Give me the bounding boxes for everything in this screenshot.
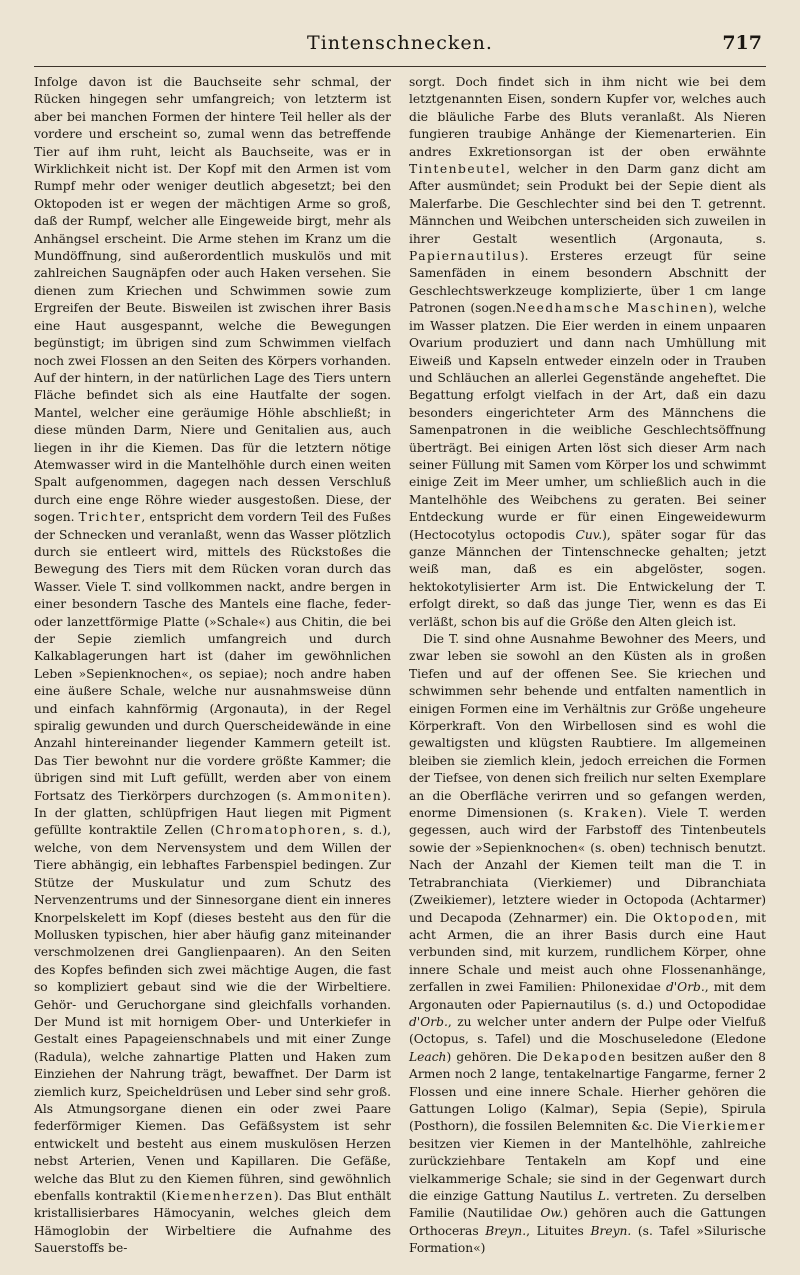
paragraph-physiology: sorgt. Doch findet sich in ihm nicht wie bei dem letztgenannten Eisen, sondern Kupfer vor, welches auch die bläuliche Farbe des Bluts veranlaßt. Als Nieren fungieren traubige Anhänge der Kiemenarterien. Ein andres Exkretionsorgan ist der oben erwähnte Tintenbeutel, welcher in den Darm ganz dicht am After ausmündet; sein Produkt bei der Sepie dient als Malerfarbe. Die Geschlechter sind bei den T. getrennt. Männchen und Weibchen unterscheiden sich zuweilen in ihrer Gestalt wesentlich (Argonauta, s. Papiernautilus). Ersteres erzeugt für seine Samenfäden in einem besondern Abschnitt der Geschlechtswerkzeuge komplizierte, über 1 cm lange Patronen (sogen.Needhamsche Maschinen), welche im Wasser platzen. Die Eier werden in einem unpaaren Ovarium produziert und dann nach Umhüllung mit Eiweiß und Kapseln entweder einzeln oder in Trauben und Schläuchen an allerlei Gegenstände angeheftet. Die Begattung erfolgt vielfach in der Art, daß ein dazu besonders eingerichteter Arm des Männchens die Samenpatronen in die weibliche Geschlechtsöffnung überträgt. Bei einigen Arten löst sich dieser Arm nach seiner Füllung mit Samen vom Körper los und schwimmt einige Zeit im Meer umher, um schließlich auch in die Mantelhöhle des Weibchens zu geraten. Bei seiner Entdeckung wurde er für einen Eingeweidewurm (Hectocotylus octopodis Cuv.), später sogar für das ganze Männchen der Tintenschnecke gehalten; jetzt weiß man, daß es ein abgelöster, sogen. hektokotylisierter Arm ist. Die Entwickelung der T. erfolgt direkt, so daß das junge Tier, wenn es das Ei verläßt, schon bis auf die Größe den Alten gleich ist.: [409, 75, 766, 629]
paragraph-ecology-taxonomy: Die T. sind ohne Ausnahme Bewohner des Meers, und zwar leben sie sowohl an den Küsten als in großen Tiefen und auf der offenen See. Sie kriechen und schwimmen sehr behende und entfalten namentlich in einigen Formen eine im Verhältnis zur Größe ungeheure Körperkraft. Von den Wirbellosen sind es wohl die gewaltigsten und klügsten Raubtiere. Im allgemeinen bleiben sie ziemlich klein, jedoch erreichen die Formen der Tiefsee, von denen sich freilich nur selten Exemplare an die Oberfläche verirren und so gefangen werden, enorme Dimensionen (s. Kraken). Viele T. werden gegessen, auch wird der Farbstoff des Tintenbeutels sowie der »Sepienknochen« (s. oben) technisch benutzt. Nach der Anzahl der Kiemen teilt man die T. in Tetrabranchiata (Vierkiemer) und Dibranchiata (Zweikiemer), letztere wieder in Octopoda (Achtarmer) und Decapoda (Zehnarmer) ein. Die Oktopoden, mit acht Armen, die an ihrer Basis durch eine Haut verbunden sind, mit kurzem, rundlichem Körper, ohne innere Schale und meist auch ohne Flossenanhänge, zerfallen in zwei Familien: Philonexidae d'Orb., mit dem Argonauten oder Papiernautilus (s. d.) und Octopodidae d'Orb., zu welcher unter andern der Pulpe oder Vielfuß (Octopus, s. Tafel) und die Moschuseledone (Eledone Leach) gehören. Die Dekapoden besitzen außer den 8 Armen noch 2 lange, tentakelnartige Fangarme, ferner 2 Flossen und eine innere Schale. Hierher gehören die Gattungen Loligo (Kalmar), Sepia (Sepie), Spirula (Posthorn), die fossilen Belemniten &c. Die Vierkiemer besitzen vier Kiemen in der Mantelhöhle, zahlreiche zurückziehbare Tentakeln am Kopf und eine vielkammerige Schale; sie sind in der Gegenwart durch die einzige Gattung Nautilus L. vertreten. Zu derselben Familie (Nautilidae Ow.) gehören auch die Gattungen Orthoceras Breyn., Lituites Breyn. (s. Tafel »Silurische Formation«): [409, 632, 766, 1256]
page-number: 717: [722, 32, 762, 54]
right-column: [409, 74, 766, 1258]
paragraph-anatomy: Infolge davon ist die Bauchseite sehr schmal, der Rücken hingegen sehr umfangreich; von letzterm ist aber bei manchen Formen der hintere Teil heller als der vordere und erscheint so, zumal wenn das betreffende Tier auf ihm ruht, leicht als Bauchseite, was er in Wirklichkeit nicht ist. Der Kopf mit den Armen ist vom Rumpf mehr oder weniger deutlich abgesetzt; bei den Oktopoden ist er wegen der mächtigen Arme so groß, daß der Rumpf, welcher alle Eingeweide birgt, mehr als Anhängsel erscheint. Die Arme stehen im Kranz um die Mundöffnung, sind außerordentlich muskulös und mit zahlreichen Saugnäpfen oder auch Haken versehen. Sie dienen zum Kriechen und Schwimmen sowie zum Ergreifen der Beute. Bisweilen ist zwischen ihrer Basis eine Haut ausgespannt, welche die Bewegungen begünstigt; im übrigen sind zum Schwimmen vielfach noch zwei Flossen an den Seiten des Körpers vorhanden. Auf der hintern, in der natürlichen Lage des Tiers untern Fläche befindet sich als eine Hautfalte der sogen. Mantel, welcher eine geräumige Höhle abschließt; in diese münden Darm, Niere und Genitalien aus, auch liegen in ihr die Kiemen. Das für die letztern nötige Atemwasser wird in die Mantelhöhle durch einen weiten Spalt aufgenommen, dagegen nach dessen Verschluß durch eine enge Röhre wieder ausgestoßen. Diese, der sogen. Trichter, entspricht dem vordern Teil des Fußes der Schnecken und veranlaßt, wenn das Wasser plötzlich durch sie entleert wird, mittels des Rückstoßes die Bewegung des Tiers mit dem Rücken voran durch das Wasser. Viele T. sind vollkommen nackt, andre bergen in einer besondern Tasche des Mantels eine flache, feder- oder lanzettförmige Platte (»Schale«) aus Chitin, die bei der Sepie ziemlich umfangreich und durch Kalkablagerungen hart ist (daher im gewöhnlichen Leben »Sepienknochen«, os sepiae); noch andre haben eine äußere Schale, welche nur ausnahmsweise dünn und einfach kahnförmig (Argonauta), in der Regel spiralig gewunden und durch Querscheidewände in eine Anzahl hintereinander liegender Kammern geteilt ist. Das Tier bewohnt nur die vordere größte Kammer; die übrigen sind mit Luft gefüllt, werden aber von einem Fortsatz des Tierkörpers durchzogen (s. Ammoniten). In der glatten, schlüpfrigen Haut liegen mit Pigment gefüllte kontraktile Zellen (Chromatophoren, s. d.), welche, von dem Nervensystem und dem Willen der Tiere abhängig, ein lebhaftes Farbenspiel bedingen. Zur Stütze der Muskulatur und zum Schutz des Nervenzentrums und der Sinnesorgane dient ein inneres Knorpelskelett im Kopf (dieses besteht aus den für die Mollusken typischen, hier aber häufig ganz miteinander verschmolzenen drei Ganglienpaaren). An den Seiten des Kopfes befinden sich zwei mächtige Augen, die fast so kompliziert gebaut sind wie die der Wirbeltiere. Gehör- und Geruchorgane sind gleichfalls vorhanden. Der Mund ist mit hornigem Ober- und Unterkiefer in Gestalt eines Papageienschnabels und mit einer Zunge (Radula), welche zahnartige Platten und Haken zum Einziehen der Nahrung trägt, bewaffnet. Der Darm ist ziemlich kurz, Speicheldrüsen und Leber sind sehr groß. Als Atmungsorgane dienen ein oder zwei Paare federförmiger Kiemen. Das Gefäßsystem ist sehr entwickelt und besteht aus einem muskulösen Herzen nebst Arterien, Venen und Kapillaren. Die Gefäße, welche das Blut zu den Kiemen führen, sind gewöhnlich ebenfalls kontraktil (Kiemenherzen). Das Blut enthält kristallisierbares Hämocyanin, welches gleich dem Hämoglobin der Wirbeltiere die Aufnahme des Sauerstoffs be-: [34, 75, 392, 1256]
author-dorb-1: d'Orb.: [665, 980, 705, 995]
term-trichter: Trichter: [78, 510, 142, 525]
running-title: Tintenschnecken.: [307, 32, 493, 54]
author-l: L.: [597, 1189, 610, 1203]
header-rule: [34, 66, 766, 67]
author-leach: Leach: [409, 1049, 447, 1064]
term-needhamsche-maschinen: Needhamsche Maschinen: [515, 301, 709, 316]
author-dorb-2: d'Orb.: [409, 1014, 448, 1029]
author-breyn-1: Breyn.: [485, 1223, 527, 1238]
page-header: [34, 28, 766, 62]
author-cuv: Cuv.: [575, 527, 603, 542]
author-ow: Ow.: [540, 1206, 564, 1221]
term-tintenbeutel: Tintenbeutel: [409, 162, 507, 177]
term-vierkiemer: Vierkiemer: [682, 1119, 766, 1134]
term-oktopoden: Oktopoden: [653, 910, 735, 925]
term-kiemenherzen: Kiemenherzen: [166, 1189, 274, 1203]
term-ammoniten: Ammoniten: [297, 788, 383, 803]
term-papiernautilus: Papiernautilus: [409, 249, 520, 264]
term-chromatophoren: Chromatophoren: [215, 823, 342, 838]
term-kraken: Kraken: [583, 806, 638, 821]
term-dekapoden: Dekapoden: [542, 1049, 627, 1064]
author-breyn-2: Breyn.: [590, 1223, 632, 1238]
left-column: [34, 74, 391, 1258]
